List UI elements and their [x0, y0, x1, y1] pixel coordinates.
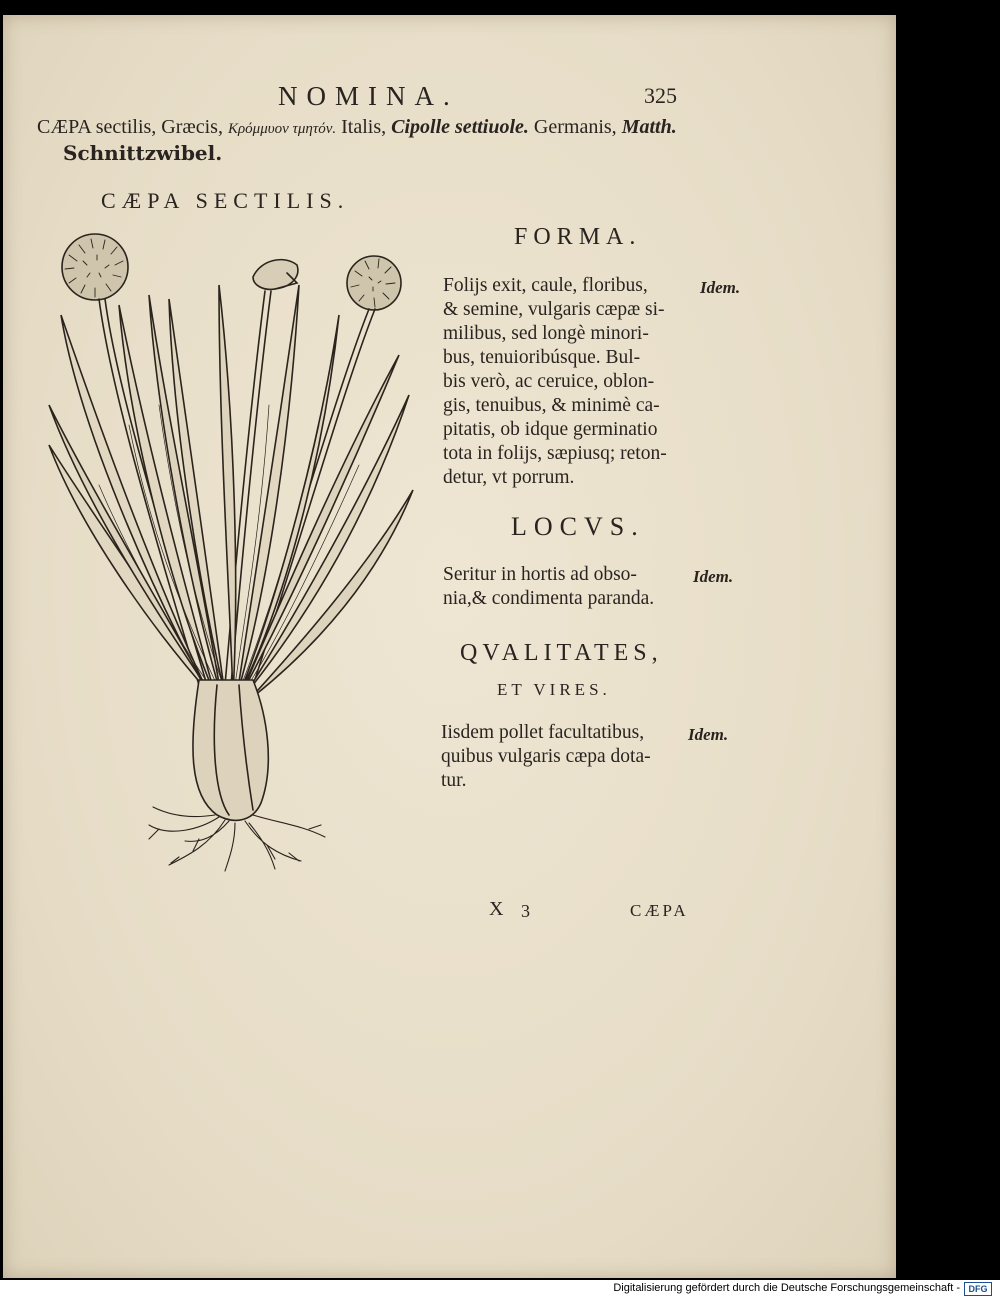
- nomina-line: [37, 116, 677, 139]
- nomina-italian: Cipolle settiuole.: [391, 116, 529, 138]
- nomina-lead: CÆPA sectilis, Græcis,: [37, 116, 223, 138]
- forma-line: & semine, vulgaris cæpæ si-: [443, 299, 665, 320]
- qualitates-margin-note: Idem.: [688, 725, 729, 744]
- nomina-germanis: Germanis,: [533, 116, 617, 138]
- qualitates-heading: QVALITATES,: [460, 640, 663, 666]
- nomina-german-name: Schnittzwibel.: [63, 141, 223, 165]
- forma-line: bus, tenuioribúsque. Bul-: [443, 347, 641, 368]
- page-header-title: NOMINA.: [278, 81, 459, 111]
- forma-line: Folijs exit, caule, floribus,: [443, 275, 648, 296]
- signature-number: 3: [521, 901, 530, 921]
- signature-mark: X: [489, 898, 504, 920]
- forma-line: gis, tenuibus, & minimè ca-: [443, 395, 660, 416]
- forma-line: bis verò, ac ceruice, oblon-: [443, 371, 655, 392]
- qualitates-paragraph: [441, 721, 651, 793]
- qualitates-line: quibus vulgaris cæpa dota-: [441, 746, 651, 767]
- locus-margin-note: Idem.: [693, 567, 734, 586]
- qualitates-line: Iisdem pollet facultatibus,: [441, 722, 645, 743]
- forma-line: detur, vt porrum.: [443, 467, 575, 488]
- nomina-italis: Italis,: [341, 116, 387, 138]
- forma-line: tota in folijs, sæpiusq; reton-: [443, 443, 667, 464]
- dfg-logo: DFG: [964, 1282, 992, 1296]
- forma-line: milibus, sed longè minori-: [443, 323, 649, 344]
- forma-line: pitatis, ob idque germinatio: [443, 419, 658, 440]
- nomina-greek: Κρόμμυον τμητόν.: [227, 121, 337, 137]
- forma-heading: FORMA.: [514, 224, 642, 250]
- plant-woodcut-illustration: [39, 225, 429, 875]
- qualitates-line: tur.: [441, 770, 467, 791]
- locus-line: Seritur in hortis ad obso-: [443, 564, 637, 585]
- locus-line: nia,& condimenta paranda.: [443, 588, 655, 609]
- book-page: [3, 15, 896, 1278]
- catchword: CÆPA: [630, 901, 689, 920]
- footer-credit: Digitalisierung gefördert durch die Deutsche Forschungsgemeinschaft -: [613, 1282, 960, 1294]
- locus-paragraph: [443, 563, 654, 611]
- page-number: 325: [644, 83, 677, 108]
- qualitates-subheading: ET VIRES.: [497, 680, 611, 699]
- nomina-source: Matth.: [621, 116, 677, 138]
- forma-margin-note: Idem.: [700, 278, 741, 297]
- forma-paragraph: [443, 274, 667, 490]
- plant-title: CÆPA SECTILIS.: [101, 188, 350, 213]
- locus-heading: LOCVS.: [511, 512, 645, 541]
